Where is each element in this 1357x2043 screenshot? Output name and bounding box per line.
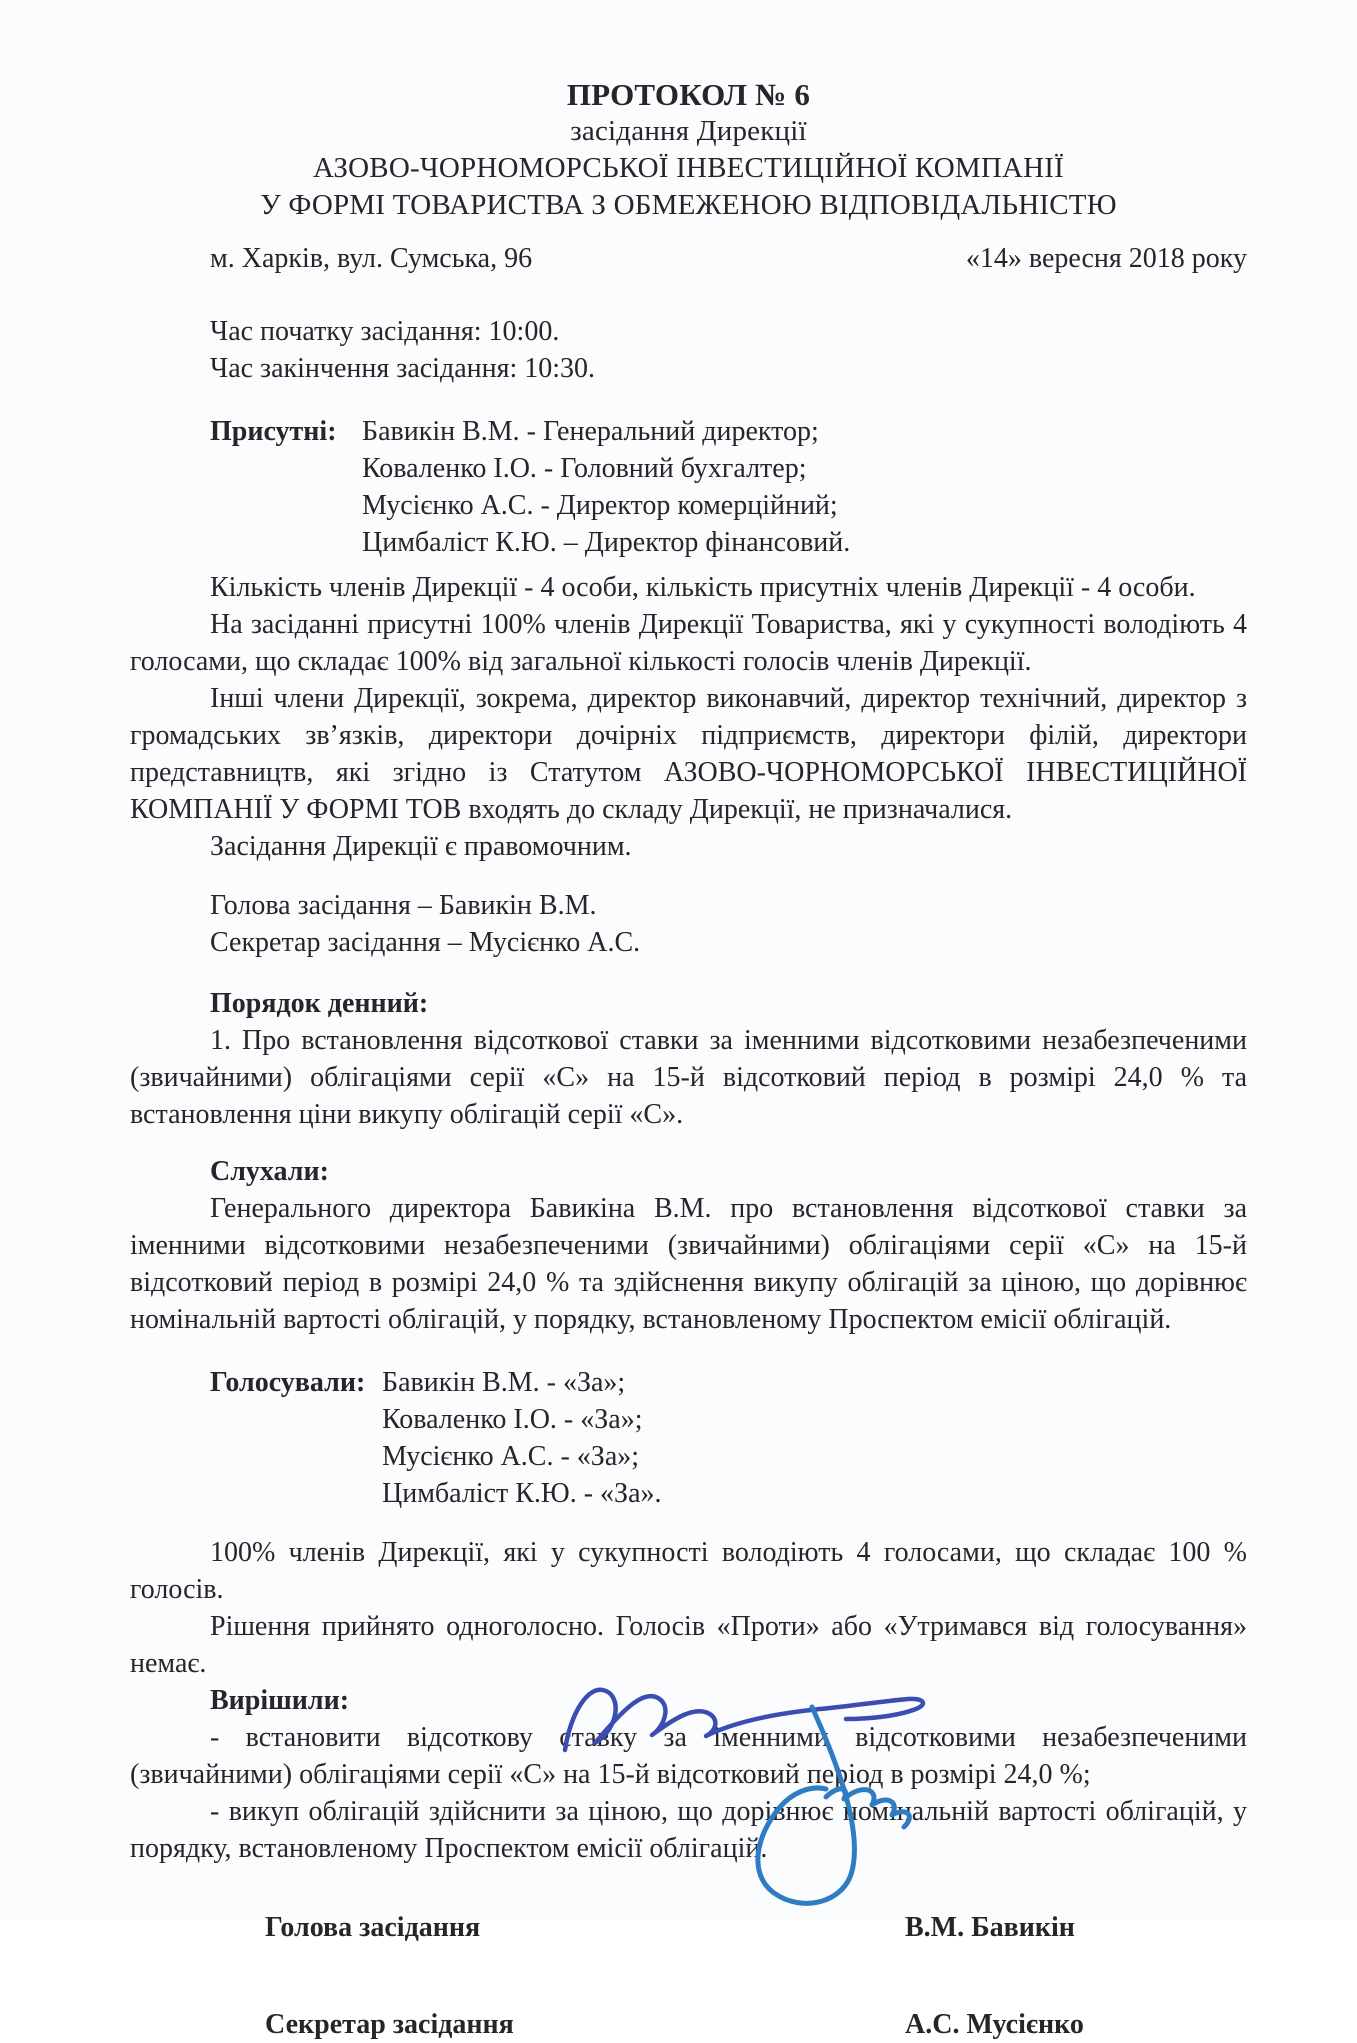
vote-item: Цимбаліст К.Ю. - «За». [382, 1478, 662, 1509]
vote-results [130, 1534, 1247, 1682]
secretary-line: Секретар засідання – Мусієнко А.С. [210, 927, 641, 958]
resolution-paragraph: - встановити відсоткову ставку за іменними відсотковими незабезпеченими (звичайними) облігаціями серії «С» на 15-й відсотковий період в розмірі 24,0 %; [130, 1722, 1247, 1790]
end-time-line: Час закінчення засідання: 10:30. [210, 353, 596, 384]
quorum-paragraph: Інші члени Дирекції, зокрема, директор виконавчий, директор технічний, директор з громадських зв’язків, директори дочірніх підприємств, директори філій, директори представництв, які згідно із Статутом АЗОВО-ЧОРНОМОРСЬКОЇ ІНВЕСТИЦІЙНОЇ КОМПАНІЇ У ФОРМІ ТОВ входять до складу Дирекції, не призначалися. [130, 683, 1247, 825]
document-subtitle-company: АЗОВО-ЧОРНОМОРСЬКОЇ ІНВЕСТИЦІЙНОЇ КОМПАНІЇ [312, 152, 1064, 184]
resolved-heading: Вирішили: [210, 1685, 350, 1716]
vote-item: Коваленко І.О. - «За»; [382, 1404, 643, 1435]
votes-block [210, 1364, 1247, 1512]
secretary-signature-role: Секретар засідання [265, 2009, 514, 2040]
attendee-item: Коваленко І.О. - Головний бухгалтер; [362, 453, 807, 484]
document-subtitle-meeting: засідання Дирекції [570, 115, 807, 147]
vote-result-line: 100% членів Дирекції, які у сукупності володіють 4 голосами, що складає 100 % голосів. [130, 1537, 1247, 1605]
quorum-paragraph: Засідання Дирекції є правомочним. [210, 831, 632, 862]
place-date-row [130, 240, 1247, 277]
resolution-paragraph: - викуп облігацій здійснити за ціною, що дорівнює номінальній вартості облігацій, у порядку, встановленому Проспектом емісії облігацій. [130, 1796, 1247, 1864]
votes-label: Голосували: [210, 1367, 366, 1398]
chair-signature-name: В.М. Бавикін [905, 1912, 1075, 1943]
chair-line: Голова засідання – Бавикін В.М. [210, 890, 597, 921]
agenda-item-1: 1. Про встановлення відсоткової ставки за іменними відсотковими незабезпеченими (звичайними) облігаціями серії «С» на 15-й відсотковий період в розмірі 24,0 % та встановлення ціни викупу облігацій серії «С». [130, 1025, 1247, 1130]
attendee-item: Цимбаліст К.Ю. – Директор фінансовий. [362, 527, 851, 558]
meeting-date: «14» вересня 2018 року [965, 243, 1247, 274]
signature-row-chair [130, 1909, 1247, 1946]
meeting-place: м. Харків, вул. Сумська, 96 [210, 243, 533, 274]
officers-block [130, 887, 1247, 961]
vote-item: Бавикін В.М. - «За»; [382, 1367, 626, 1398]
vote-result-line: Рішення прийнято одноголосно. Голосів «Проти» або «Утримався від голосування» немає. [130, 1611, 1247, 1679]
chair-signature-role: Голова засідання [265, 1912, 481, 1943]
meeting-times [130, 313, 1247, 387]
document-title: ПРОТОКОЛ № 6 [566, 77, 811, 112]
document-subtitle-form: У ФОРМІ ТОВАРИСТВА З ОБМЕЖЕНОЮ ВІДПОВІДАЛЬНІСТЮ [260, 189, 1117, 221]
attendees-label: Присутні: [210, 416, 337, 447]
attendee-item: Бавикін В.М. - Генеральний директор; [362, 416, 819, 447]
quorum-section [130, 569, 1247, 865]
attendees-block [210, 413, 1247, 561]
heard-heading: Слухали: [210, 1156, 329, 1187]
secretary-signature-name: А.С. Мусієнко [905, 2009, 1084, 2040]
heard-body: Генерального директора Бавикіна В.М. про встановлення відсоткової ставки за іменними відсотковими незабезпеченими (звичайними) облігаціями серії «С» на 15-й відсотковий період в розмірі 24,0 % та здійснення викупу облігацій за ціною, що дорівнює номінальній вартості облігацій, у порядку, встановленому Проспектом емісії облігацій. [130, 1193, 1247, 1335]
agenda-heading: Порядок денний: [210, 988, 429, 1019]
votes-list [382, 1364, 662, 1512]
vote-item: Мусієнко А.С. - «За»; [382, 1441, 640, 1472]
quorum-paragraph: Кількість членів Дирекції - 4 особи, кількість присутніх членів Дирекції - 4 особи. [210, 572, 1196, 603]
attendee-item: Мусієнко А.С. - Директор комерційний; [362, 490, 838, 521]
signature-row-secretary [130, 2006, 1247, 2043]
quorum-paragraph: На засіданні присутні 100% членів Дирекції Товариства, які у сукупності володіють 4 голосами, що складає 100% від загальної кількості голосів членів Дирекції. [130, 609, 1247, 677]
start-time-line: Час початку засідання: 10:00. [210, 316, 560, 347]
title-block [130, 76, 1247, 224]
attendees-list [362, 413, 850, 561]
